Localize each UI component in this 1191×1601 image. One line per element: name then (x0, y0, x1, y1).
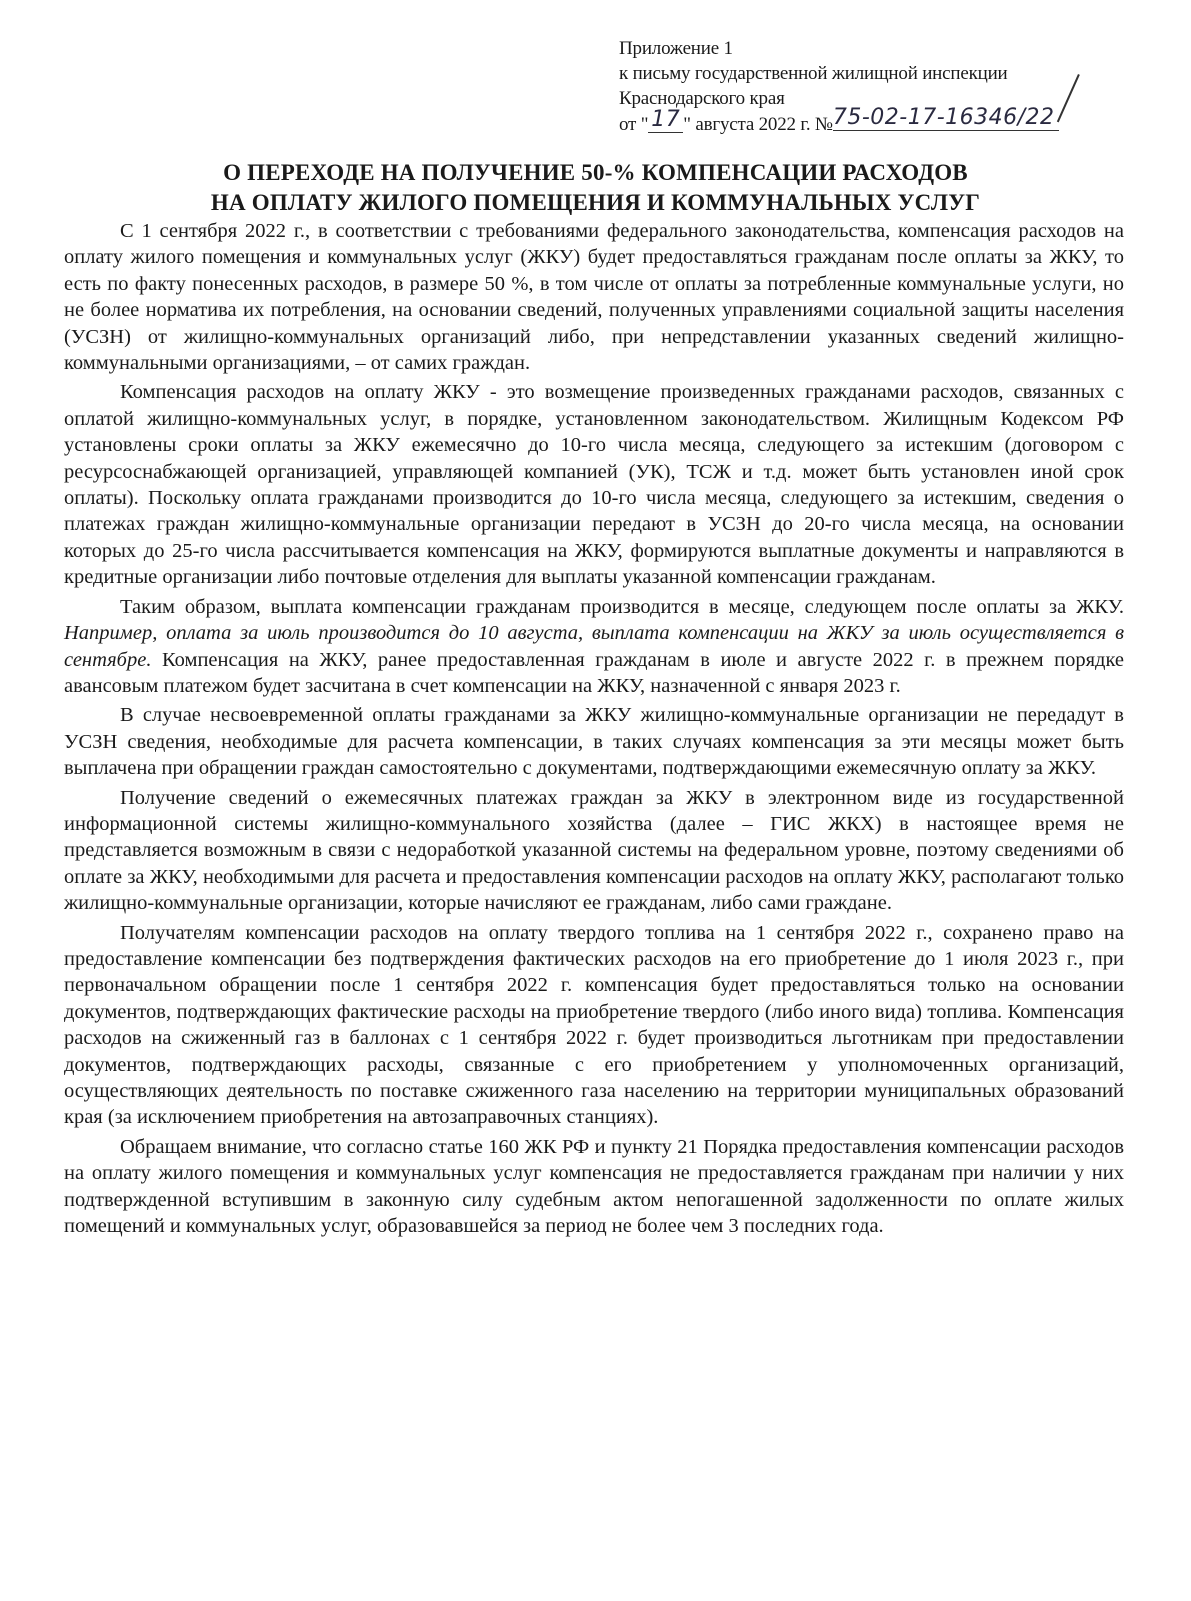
paragraph-1: С 1 сентября 2022 г., в соответствии с требованиями федерального законодательства, компенсация расходов на оплату жилого помещения и коммунальных услуг (ЖКУ) будет предоставляться гражданам после оплаты за ЖКУ, то есть по факту понесенных расходов, в размере 50 %, в том числе от оплаты за потребленные коммунальные услуги, но не более норматива их потребления, на основании сведений, полученных управлениями социальной защиты населения (УСЗН) от жилищно-коммунальных организаций либо, при непредставлении указанных сведений жилищно-коммунальными организациями, – от самих граждан. (64, 220, 1124, 375)
handwritten-doc-number: 75-02-17-16346/22 (833, 105, 1059, 131)
document-body (64, 218, 1124, 1239)
appendix-line-3: Краснодарского края (619, 88, 785, 109)
date-suffix: " августа 2022 г. № (683, 114, 833, 135)
title-line-2: НА ОПЛАТУ ЖИЛОГО ПОМЕЩЕНИЯ И КОММУНАЛЬНЫХ УСЛУГ (210, 190, 981, 215)
paragraph-3-start: Таким образом, выплата компенсации гражданам производится в месяце, следующем после оплаты за ЖКУ. (120, 595, 1124, 618)
paragraph-5: Получение сведений о ежемесячных платежах граждан за ЖКУ в электронном виде из государственной информационной системы жилищно-коммунального хозяйства (далее – ГИС ЖКХ) в настоящее время не представляется возможным в связи с недоработкой указанной системы на федеральном уровне, поэтому сведениями об оплате за ЖКУ, необходимыми для расчета и предоставления компенсации расходов на оплату ЖКУ, располагают только жилищно-коммунальные организации, которые начисляют ее гражданам, либо сами граждане. (64, 786, 1124, 915)
handwritten-day: 17 (648, 107, 683, 133)
paragraph-6: Получателям компенсации расходов на оплату твердого топлива на 1 сентября 2022 г., сохранено право на предоставление компенсации без подтверждения фактических расходов на его приобретение до 1 июля 2023 г., при первоначальном обращении после 1 сентября 2022 г. компенсация будет предоставляться только на основании документов, подтверждающих фактические расходы на приобретение твердого (либо иного вида) топлива. Компенсация расходов на сжиженный газ в баллонах с 1 сентября 2022 г. будет производиться льготникам при предоставлении документов, подтверждающих расходы, связанные с его приобретением у уполномоченных организаций, осуществляющих деятельность по поставке сжиженного газа населению на территории муниципальных образований края (за исключением приобретения на автозаправочных станциях). (64, 921, 1124, 1129)
paragraph-7: Обращаем внимание, что согласно статье 160 ЖК РФ и пункту 21 Порядка предоставления компенсации расходов на оплату жилого помещения и коммунальных услуг компенсация не предоставляется гражданам при наличии у них подтвержденной вступившим в законную силу судебным актом непогашенной задолженности по оплате жилых помещений и коммунальных услуг, образовавшейся за период не более чем 3 последних года. (64, 1135, 1124, 1238)
appendix-line-1: Приложение 1 (619, 38, 733, 59)
paragraph-4: В случае несвоевременной оплаты гражданами за ЖКУ жилищно-коммунальные организации не передадут в УСЗН сведения, необходимые для расчета компенсации, в таких случаях компенсация за эти месяцы может быть выплачена при обращении граждан самостоятельно с документами, подтверждающими ежемесячную оплату за ЖКУ. (64, 704, 1124, 780)
appendix-note (619, 36, 1139, 137)
date-prefix: от " (619, 114, 649, 135)
document-title (60, 158, 1131, 218)
appendix-line-2: к письму государственной жилищной инспекции (619, 63, 1008, 84)
paragraph-3 (64, 594, 1124, 700)
title-line-1: О ПЕРЕХОДЕ НА ПОЛУЧЕНИЕ 50-% КОМПЕНСАЦИИ РАСХОДОВ (223, 160, 968, 185)
paragraph-3-example: Например, оплата за июль производится до 10 августа, выплата компенсации на ЖКУ за июль осуществляется в сентябре. (64, 622, 1124, 671)
paragraph-3-end: Компенсация на ЖКУ, ранее предоставленная гражданам в июле и августе 2022 г. в прежнем порядке авансовым платежом будет засчитана в счет компенсации на ЖКУ, назначенной с января 2023 г. (64, 648, 1124, 697)
paragraph-2: Компенсация расходов на оплату ЖКУ - это возмещение произведенных гражданами расходов, связанных с оплатой жилищно-коммунальных услуг, в порядке, установленном законодательством. Жилищным Кодексом РФ установлены сроки оплаты за ЖКУ ежемесячно до 10-го числа месяца, следующего за истекшим (договором с ресурсоснабжающей организацией, управляющей компанией (УК), ТСЖ и т.д. может быть установлен иной срок оплаты). Поскольку оплата гражданами производится до 10-го числа месяца, следующего за истекшим, сведения о платежах граждан жилищно-коммунальные организации передают в УСЗН до 20-го числа месяца, на основании которых до 25-го числа рассчитывается компенсация на ЖКУ, формируются выплатные документы и направляются в кредитные организации либо почтовые отделения для выплаты указанной компенсации гражданам. (64, 381, 1124, 589)
